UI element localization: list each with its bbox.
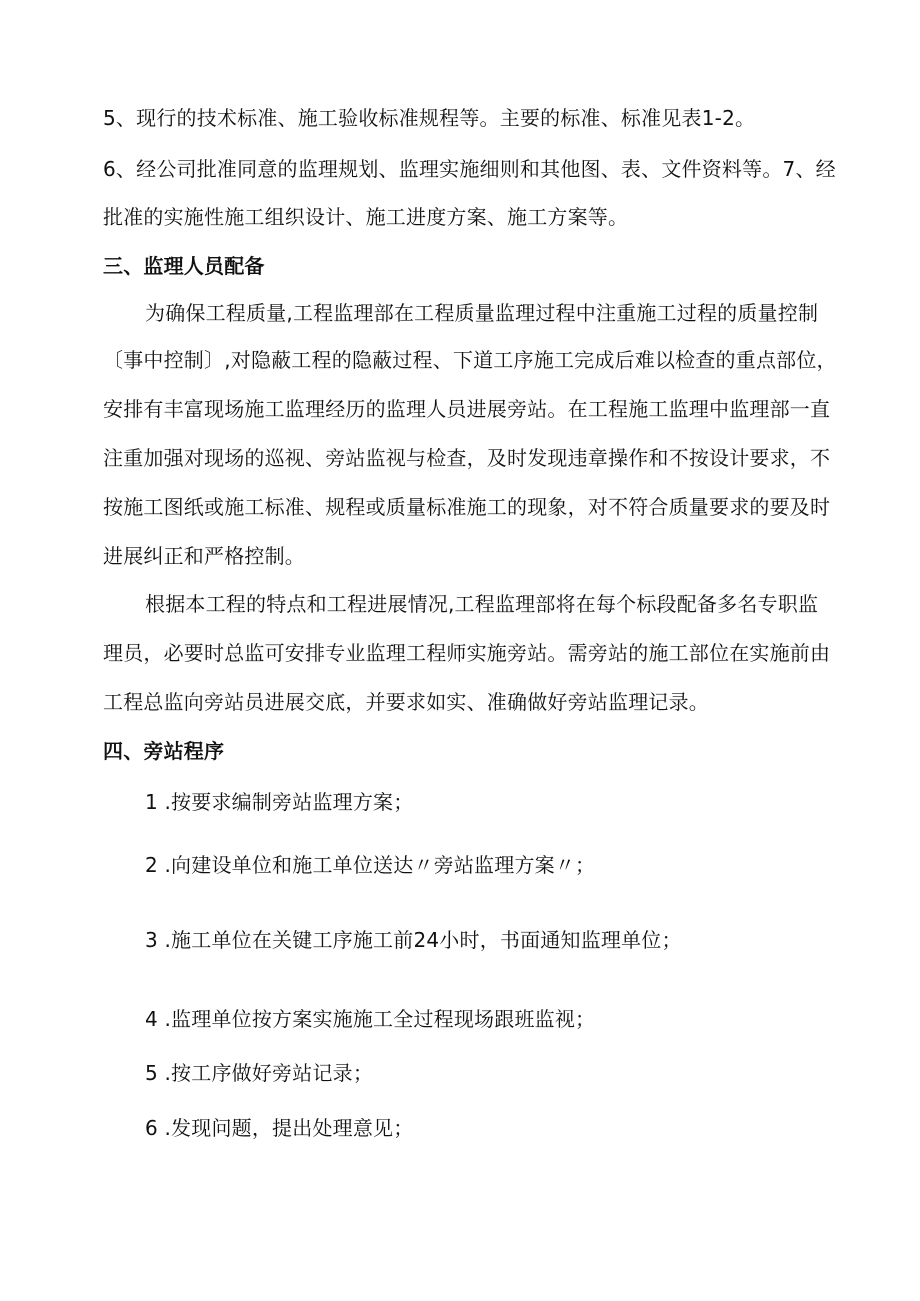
section-4-heading: 四、旁站程序 <box>103 739 225 763</box>
paragraph-item-6-line-2: 批准的实施性施工组织设计、施工进度方案、施工方案等。 <box>103 205 629 229</box>
procedure-item-6: 6 .发现问题，提出处理意见； <box>145 1116 414 1140</box>
section-3-para-1-line-5: 按施工图纸或施工标准、规程或质量标准施工的现象，对不符合质量要求的要及时 <box>103 495 831 519</box>
section-3-para-1-line-6: 进展纠正和严格控制。 <box>103 544 305 568</box>
paragraph-item-6-line-1: 6、经公司批准同意的监理规划、监理实施细则和其他图、表、文件资料等。7、经 <box>103 157 836 181</box>
procedure-item-5: 5 .按工序做好旁站记录； <box>145 1061 374 1085</box>
procedure-item-3: 3 .施工单位在关键工序施工前24小时，书面通知监理单位； <box>145 928 682 952</box>
section-3-para-2-line-1: 根据本工程的特点和工程进展情况,工程监理部将在每个标段配备多名专职监 <box>145 592 819 616</box>
procedure-item-1: 1 .按要求编制旁站监理方案； <box>145 790 414 814</box>
section-3-heading: 三、监理人员配备 <box>103 254 265 278</box>
procedure-item-4: 4 .监理单位按方案实施施工全过程现场跟班监视； <box>145 1007 596 1031</box>
section-3-para-2-line-3: 工程总监向旁站员进展交底，并要求如实、准确做好旁站监理记录。 <box>103 690 709 714</box>
section-3-para-1-line-4: 注重加强对现场的巡视、旁站监视与检查，及时发现违章操作和不按设计要求，不 <box>103 446 831 470</box>
section-3-para-1-line-1: 为确保工程质量,工程监理部在工程质量监理过程中注重施工过程的质量控制 <box>145 301 819 325</box>
section-3-para-1-line-2: 〔事中控制〕,对隐蔽工程的隐蔽过程、下道工序施工完成后难以检查的重点部位， <box>103 348 837 372</box>
section-3-para-1-line-3: 安排有丰富现场施工监理经历的监理人员进展旁站。在工程施工监理中监理部一直 <box>103 397 831 421</box>
section-3-para-2-line-2: 理员，必要时总监可安排专业监理工程师实施旁站。需旁站的施工部位在实施前由 <box>103 641 831 665</box>
procedure-item-2: 2 .向建设单位和施工单位送达〃旁站监理方案〃； <box>145 853 596 877</box>
paragraph-item-5: 5、现行的技术标准、施工验收标准规程等。主要的标准、标准见表1-2。 <box>103 106 756 130</box>
